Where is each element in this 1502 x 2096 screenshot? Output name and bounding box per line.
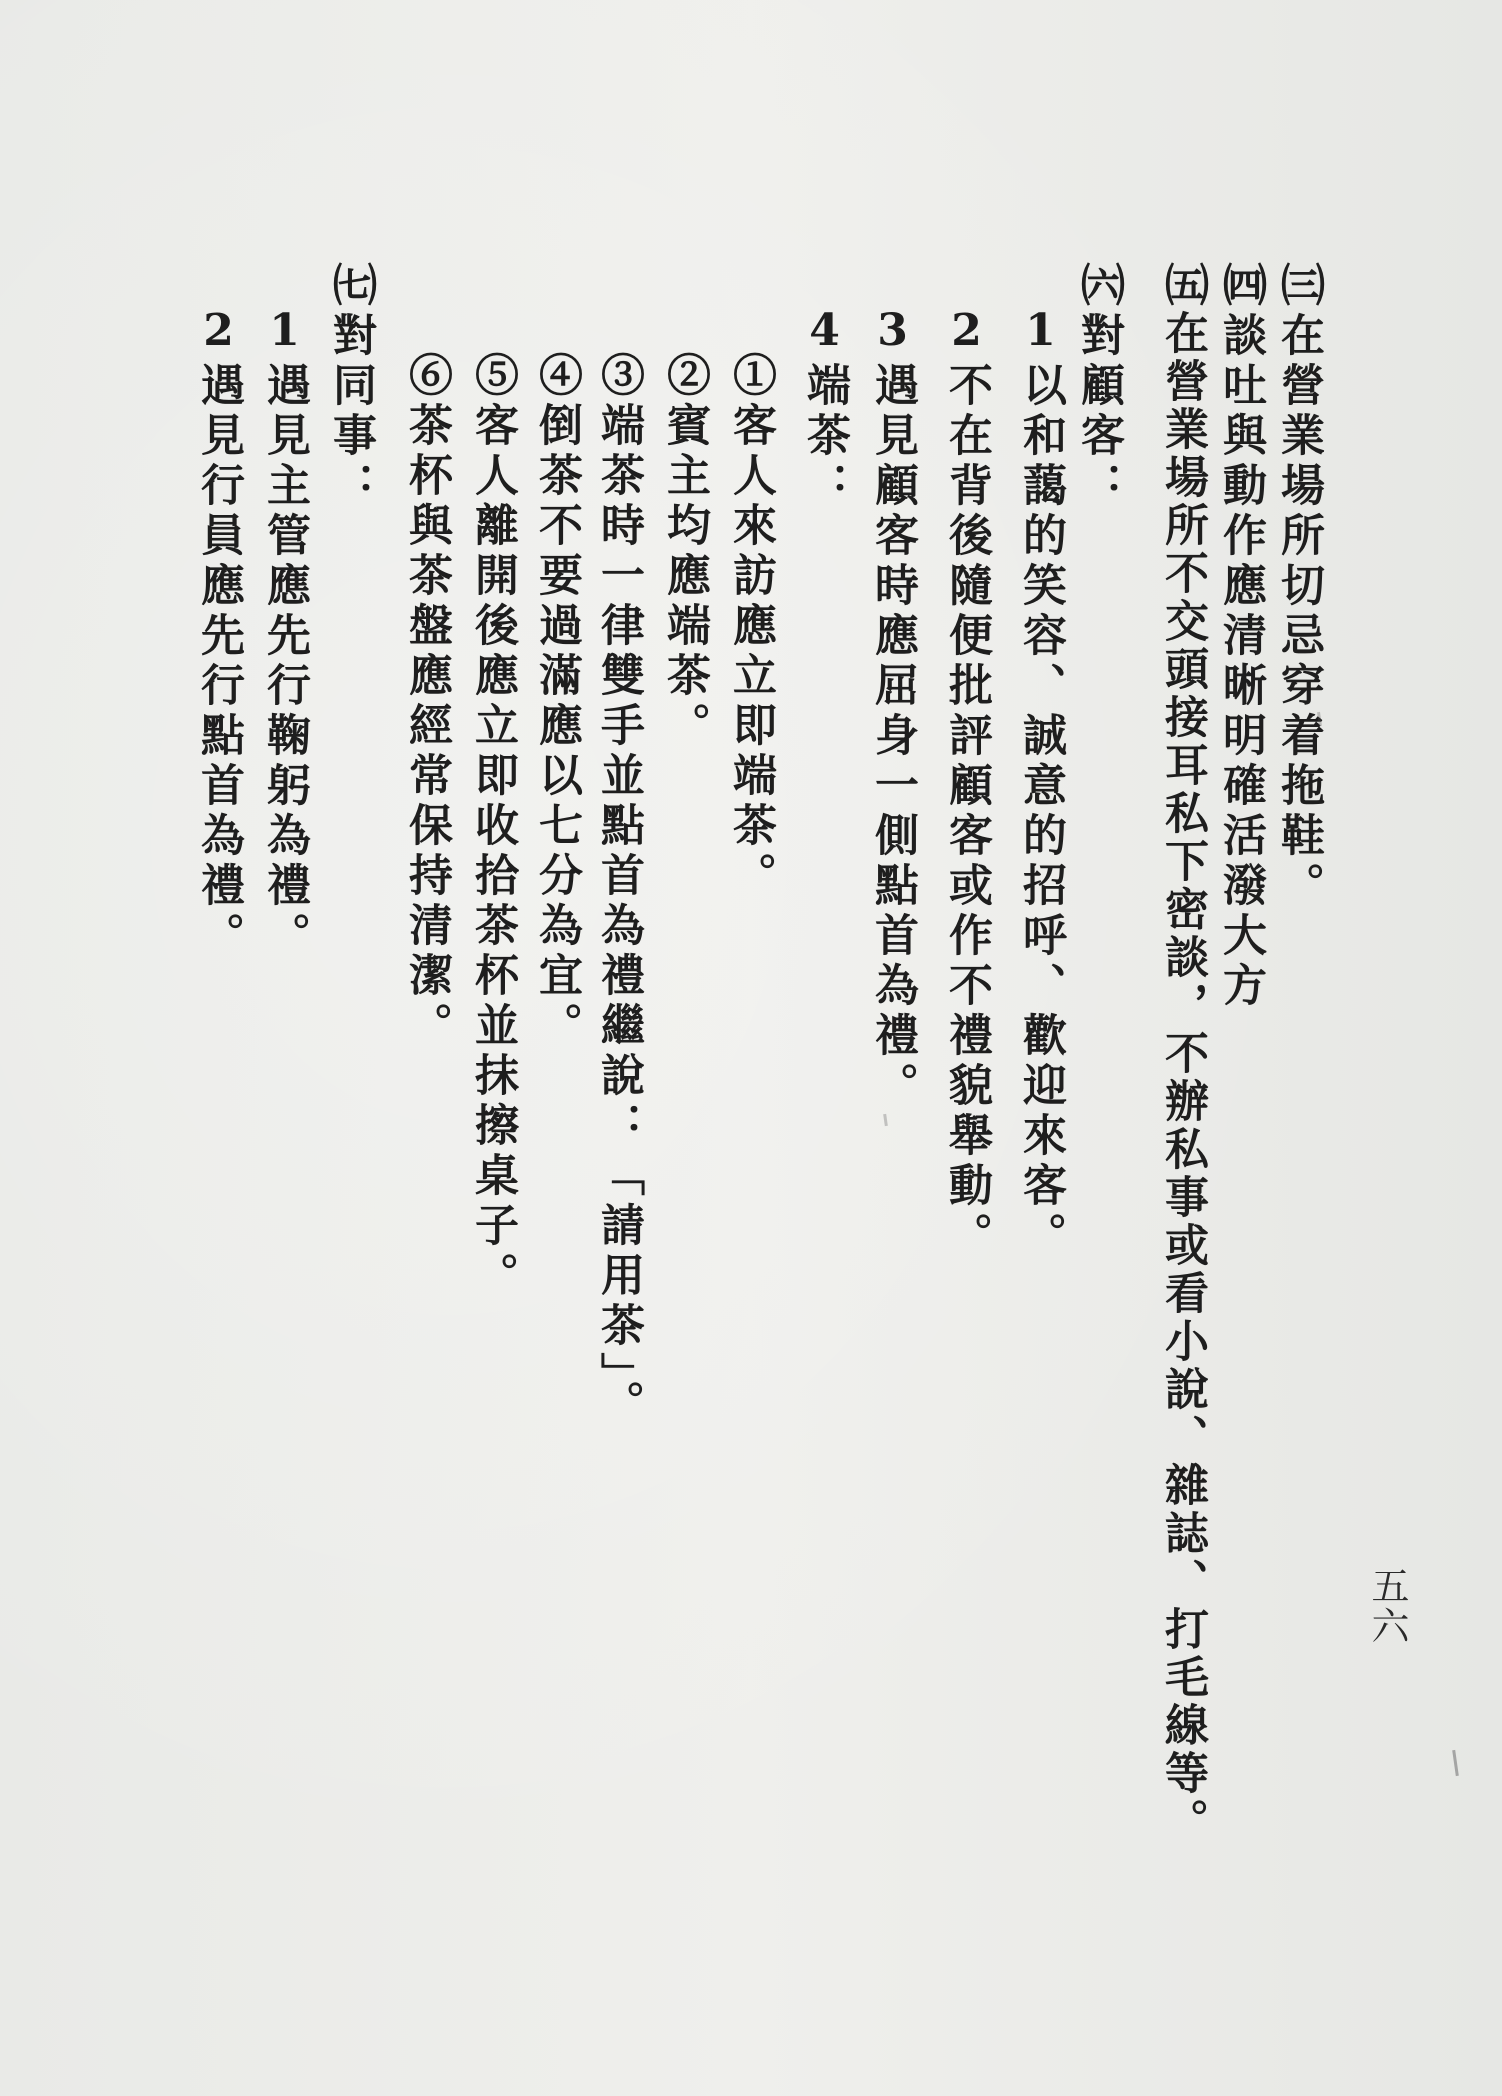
- text-line-12: ④倒茶不要過滿應以七分為宜。: [531, 352, 582, 1052]
- paper-mark: [883, 1114, 888, 1126]
- text-line-6: 2不在背後隨便批評顧客或作不禮貌舉動。: [941, 305, 992, 1262]
- text-line-17: 2遇見行員應先行點首為禮。: [193, 305, 244, 962]
- text-line-2: ㈣談吐與動作應清晰明確活潑大方: [1215, 262, 1266, 1012]
- text-line-3: ㈤在營業場所不交頭接耳私下密談，不辦私事或看小說、雜誌、打毛線等。: [1157, 262, 1208, 1846]
- text-line-11: ③端茶時一律雙手並點首為禮繼說：「請用茶」。: [593, 352, 644, 1430]
- text-line-10: ②賓主均應端茶。: [659, 352, 710, 752]
- page-number: 五六: [1365, 1566, 1409, 1646]
- text-line-14: ⑥茶杯與茶盤應經常保持清潔。: [401, 352, 452, 1052]
- text-line-9: ①客人來訪應立即端茶。: [725, 352, 776, 902]
- text-line-13: ⑤客人離開後應立即收拾茶杯並抹擦桌子。: [467, 352, 518, 1302]
- paper-mark: [1452, 1750, 1459, 1776]
- text-line-4: ㈥對顧客：: [1073, 262, 1124, 512]
- text-line-16: 1遇見主管應先行鞠躬為禮。: [259, 305, 310, 962]
- text-line-5: 1以和藹的笑容、誠意的招呼、歡迎來客。: [1015, 305, 1066, 1262]
- text-line-8: 4端茶：: [799, 305, 850, 512]
- text-line-15: ㈦對同事：: [325, 262, 376, 512]
- text-line-7: 3遇見顧客時應屈身一側點首為禮。: [867, 305, 918, 1112]
- text-line-1: ㈢在營業場所切忌穿着拖鞋。: [1273, 262, 1324, 912]
